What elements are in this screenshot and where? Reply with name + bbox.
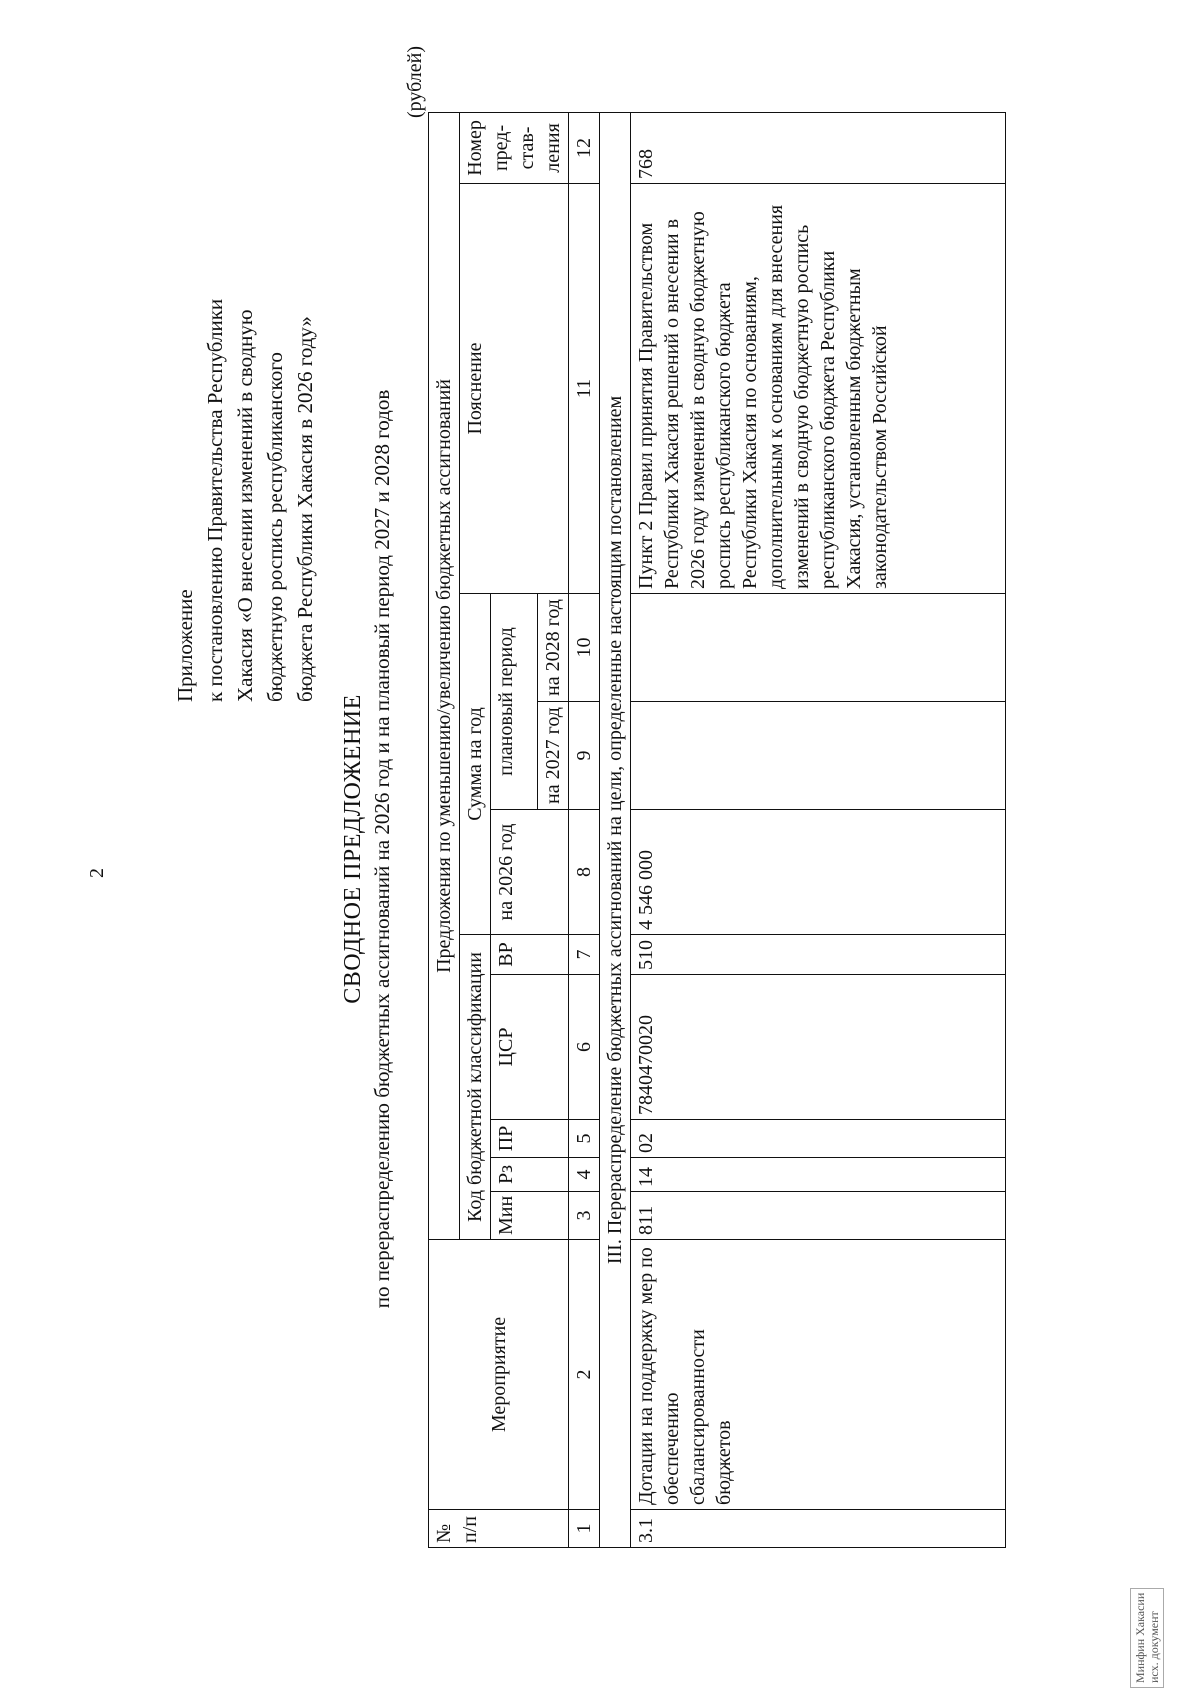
column-number: 4 [569, 1158, 600, 1192]
column-number: 12 [569, 112, 600, 183]
appendix-line: бюджетную роспись республиканского [263, 352, 287, 702]
stamp-line: Минфин Хакасии [1133, 1592, 1147, 1683]
header-csr: ЦСР [491, 975, 569, 1120]
row-rep-number: 768 [631, 112, 1006, 183]
header-num: № п/п [429, 1510, 569, 1548]
column-number: 9 [569, 702, 600, 810]
appendix-line: к постановлению Правительства Республики [203, 298, 227, 702]
header-sum: Сумма на год [460, 594, 491, 935]
column-number: 8 [569, 810, 600, 935]
column-number: 10 [569, 594, 600, 702]
header-y2028: на 2028 год [538, 594, 569, 702]
row-pr: 02 [631, 1120, 1006, 1158]
header-vr: ВР [491, 935, 569, 975]
row-csr: 7840470020 [631, 975, 1006, 1120]
column-number: 3 [569, 1192, 600, 1240]
row-vr: 510 [631, 935, 1006, 975]
column-number: 7 [569, 935, 600, 975]
appendix-block [170, 82, 320, 702]
column-number: 2 [569, 1240, 600, 1510]
header-rz: Рз [491, 1158, 569, 1192]
registration-stamp [1130, 1588, 1164, 1688]
header-y2026: на 2026 год [491, 810, 569, 935]
row-rz: 14 [631, 1158, 1006, 1192]
header-explanation: Пояснение [460, 184, 569, 594]
column-number: 1 [569, 1510, 600, 1548]
row-y2028 [631, 594, 1006, 702]
header-event: Мероприятие [429, 1240, 569, 1510]
page-number: 2 [86, 868, 108, 878]
row-y2026: 4 546 000 [631, 810, 1006, 935]
units-label: (рублей) [404, 45, 426, 118]
column-number: 11 [569, 184, 600, 594]
section-title: III. Перераспределение бюджетных ассигнований на цели, определенные настоящим постановлением [600, 112, 631, 1547]
header-code: Код бюджетной классификации [460, 935, 491, 1240]
header-y2027: на 2027 год [538, 702, 569, 810]
proposal-table [428, 112, 1006, 1548]
header-rep-number: Номер пред-став-ления [460, 112, 569, 183]
column-number: 6 [569, 975, 600, 1120]
appendix-line: Хакасия «О внесении изменений в сводную [233, 309, 257, 702]
appendix-line: бюджета Республики Хакасия в 2026 году» [293, 316, 317, 702]
row-num: 3.1 [631, 1510, 1006, 1548]
row-y2027 [631, 702, 1006, 810]
document-subtitle: по перераспределению бюджетных ассигнований на 2026 год и на плановый период 2027 и 2028 годов [370, 389, 394, 1309]
row-explanation: Пункт 2 Правил принятия Правительством Республики Хакасия решений о внесении в 2026 году изменений в сводную бюджетную роспись республиканского бюджета Республики Хакасия по основаниям, дополнительным к основаниям для внесения изменений в сводную бюджетную роспись республиканского бюджета Республики Хакасия, установленным бюджетным законодательством Российской [631, 184, 1006, 594]
appendix-line: Приложение [173, 589, 197, 702]
column-number-row [569, 112, 600, 1547]
table-row [631, 112, 1006, 1547]
header-min: Мин [491, 1192, 569, 1240]
document-title: СВОДНОЕ ПРЕДЛОЖЕНИЕ [340, 694, 366, 1004]
row-event: Дотации на поддержку мер по обеспечению сбалансированности бюджетов [631, 1240, 1006, 1510]
column-number: 5 [569, 1120, 600, 1158]
row-min: 811 [631, 1192, 1006, 1240]
header-planned: плановый период [491, 594, 538, 810]
header-pr: ПР [491, 1120, 569, 1158]
header-row-1 [429, 112, 460, 1547]
header-proposals: Предложения по уменьшению/увеличению бюджетных ассигнований [429, 112, 460, 1239]
stamp-line: исх. документ [1147, 1611, 1161, 1683]
section-row [600, 112, 631, 1547]
